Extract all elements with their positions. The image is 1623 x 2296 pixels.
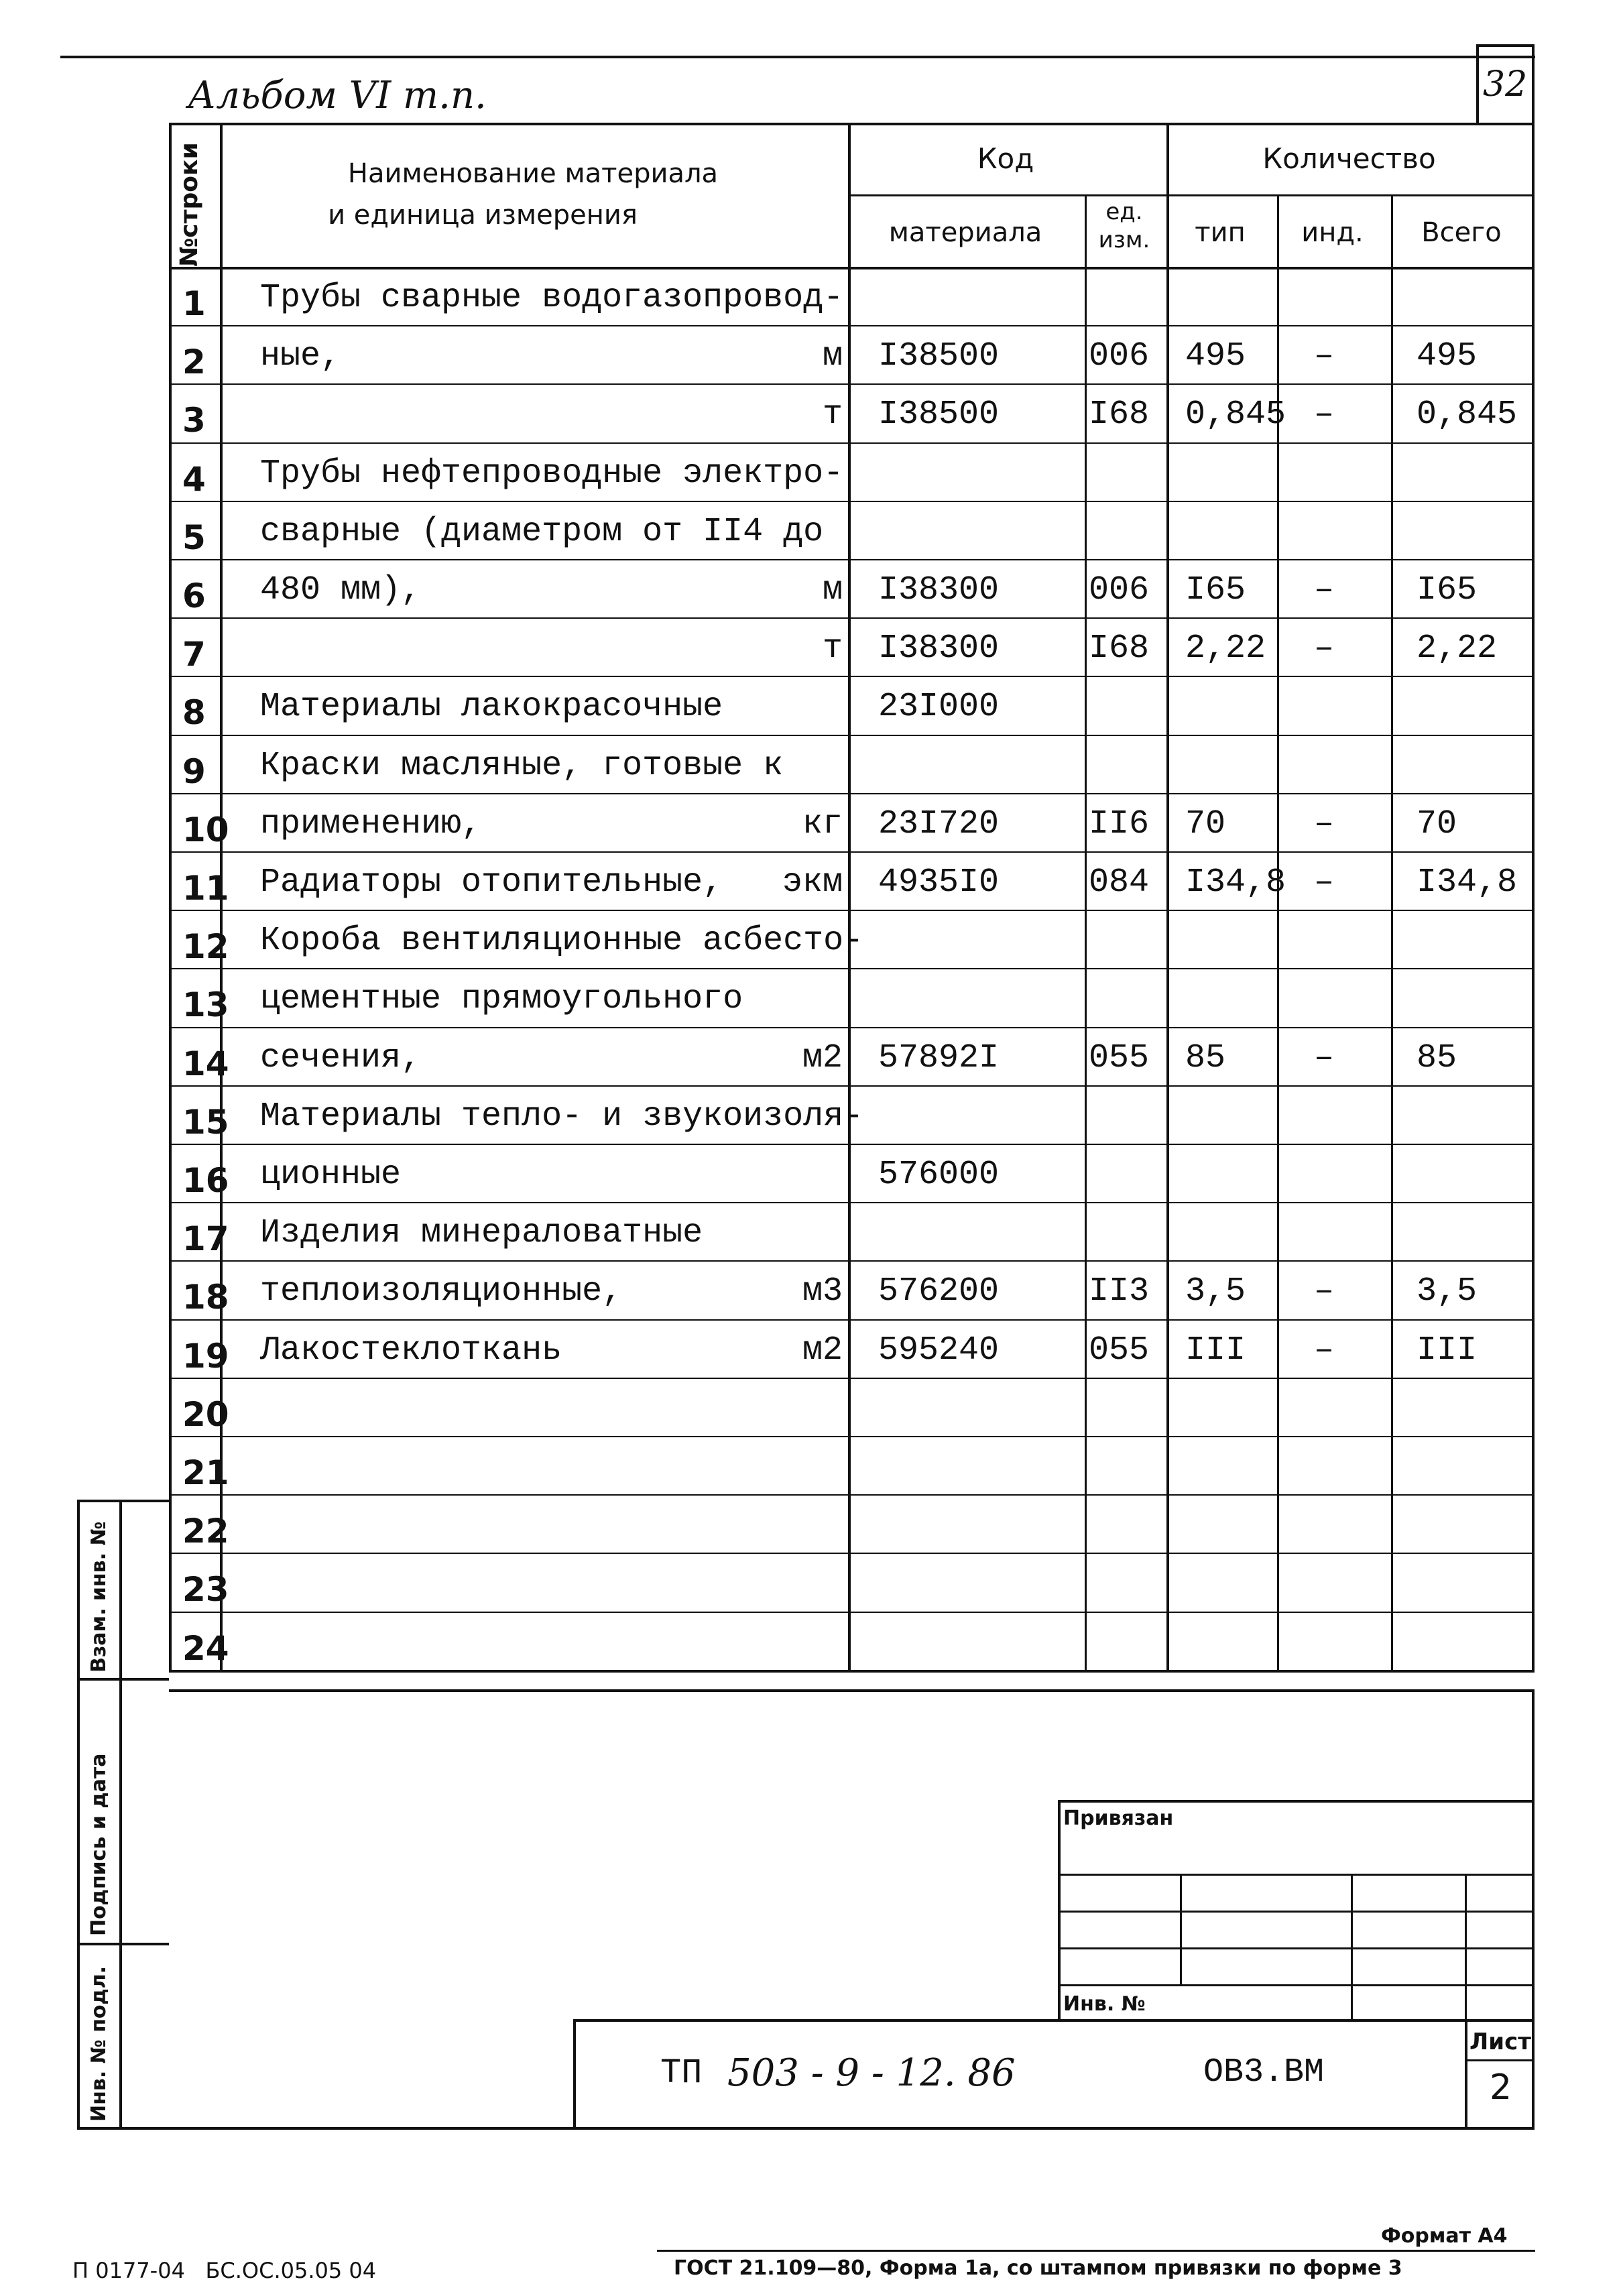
material-code: I38500 [878,396,1000,434]
qty-type: 495 [1185,337,1246,376]
header-unit-line2: изм. [1098,227,1150,253]
stamp-replace-inv: Взам. инв. № [87,1521,111,1673]
row-number: 12 [182,927,229,967]
row-number: 5 [182,518,206,557]
qty-type: 0,845 [1185,396,1286,434]
qty-ind: – [1314,571,1335,609]
qty-type: 3,5 [1185,1272,1246,1311]
unit-code: 006 [1089,337,1150,376]
qty-type: I65 [1185,571,1246,609]
unit-code: II6 [1089,804,1150,843]
material-name: Материалы тепло- и звукоизоля- [260,1097,864,1136]
qty-total: 3,5 [1417,1272,1478,1311]
qty-type: 70 [1185,804,1226,843]
qty-ind: – [1314,1331,1335,1370]
header-qty-ind: инд. [1301,217,1364,248]
qty-ind: – [1314,629,1335,668]
row-number: 20 [182,1394,229,1434]
row-number: 15 [182,1102,229,1142]
row-number: 16 [182,1161,229,1200]
header-quantity: Количество [1262,142,1436,175]
sheet-label: Лист [1469,2029,1531,2055]
qty-type: I34,8 [1185,863,1286,902]
material-name: Лакостеклоткань [260,1331,562,1370]
material-name: ционные [260,1156,402,1194]
material-code: I38500 [878,337,1000,376]
measure-unit: м [822,337,843,376]
unit-code: II3 [1089,1272,1150,1311]
material-name: Краски масляные, готовые к [260,746,784,785]
row-number: 18 [182,1278,229,1317]
qty-total: 0,845 [1417,396,1518,434]
linked-label: Привязан [1063,1807,1174,1830]
qty-total: III [1417,1331,1478,1370]
row-number: 17 [182,1219,229,1259]
material-name: Радиаторы отопительные, [260,863,723,902]
row-number: 13 [182,985,229,1025]
row-number: 10 [182,810,229,849]
qty-ind: – [1314,337,1335,376]
material-code: 576200 [878,1272,1000,1311]
qty-total: 2,22 [1417,629,1498,668]
measure-unit: экм [782,863,843,902]
qty-total: I34,8 [1417,863,1518,902]
material-code: I38300 [878,629,1000,668]
doc-mark: ОВ3.ВМ [1203,2053,1325,2092]
measure-unit: м2 [802,1038,843,1077]
footer-format: Формат А4 [1381,2224,1508,2248]
doc-code-prefix: ТП [660,2053,703,2093]
measure-unit: м2 [802,1331,843,1370]
doc-code-number: 503 - 9 - 12. 86 [727,2051,1016,2095]
material-name: Трубы сварные водогазопровод- [260,279,844,317]
qty-ind: – [1314,396,1335,434]
header-unit-line1: ед. [1105,198,1143,225]
material-name: цементные прямоугольного [260,980,743,1019]
footer-left-code: П 0177-04 БС.ОС.05.05 04 [72,2258,377,2283]
material-name: теплоизоляционные, [260,1272,623,1311]
row-number: 7 [182,635,206,674]
material-name: 480 мм), [260,571,422,609]
measure-unit: м3 [802,1272,843,1311]
material-code: 4935I0 [878,863,1000,902]
qty-ind: – [1314,1038,1335,1077]
header-row-number: №строки [176,142,203,267]
material-code: 576000 [878,1156,1000,1194]
material-name: применению, [260,804,482,843]
row-number: 4 [182,459,206,499]
row-number: 8 [182,693,206,733]
material-name: сварные (диаметром от II4 до [260,512,824,551]
row-number: 24 [182,1628,229,1668]
measure-unit: кг [802,804,843,843]
header-code: Код [977,142,1034,175]
material-code: 23I000 [878,688,1000,727]
row-number: 9 [182,751,206,791]
material-name: сечения, [260,1038,422,1077]
measure-unit: м [822,571,843,609]
qty-total: 495 [1417,337,1478,376]
sheet-number: 2 [1490,2067,1512,2108]
qty-ind: – [1314,1272,1335,1311]
unit-code: I68 [1089,629,1150,668]
qty-total: 85 [1417,1038,1457,1077]
album-note: Альбом VI т.п. [188,74,487,117]
row-number: 3 [182,401,206,440]
row-number: 6 [182,577,206,615]
material-code: 57892I [878,1038,1000,1077]
row-number: 19 [182,1336,229,1376]
footer-gost: ГОСТ 21.109—80, Форма 1а, со штампом привязки по форме 3 [674,2256,1402,2280]
measure-unit: т [822,629,843,668]
qty-type: 85 [1185,1038,1226,1077]
row-number: 2 [182,343,206,382]
unit-code: 006 [1089,571,1150,609]
material-code: I38300 [878,571,1000,609]
unit-code: 084 [1089,863,1150,902]
qty-ind: – [1314,804,1335,843]
row-number: 22 [182,1512,229,1551]
page-number: 32 [1483,64,1528,105]
material-name: Трубы нефтепроводные электро- [260,454,844,493]
header-code-material: материала [888,217,1042,248]
material-name: Изделия минераловатные [260,1214,703,1253]
material-code: 23I720 [878,804,1000,843]
header-qty-type: тип [1195,217,1246,248]
qty-type: III [1185,1331,1246,1370]
stamp-inv-orig: Инв. № подл. [87,1966,111,2122]
material-name: ные, [260,337,341,376]
unit-code: 055 [1089,1331,1150,1370]
header-name-line1: Наименование материала [347,158,719,189]
row-number: 21 [182,1453,229,1492]
qty-ind: – [1314,863,1335,902]
unit-code: I68 [1089,396,1150,434]
material-code: 595240 [878,1331,1000,1370]
qty-total: I65 [1417,571,1478,609]
inv-no-label: Инв. № [1063,1992,1146,2016]
row-number: 14 [182,1044,229,1083]
qty-type: 2,22 [1185,629,1266,668]
material-name: Короба вентиляционные асбесто- [260,922,864,961]
row-number: 11 [182,869,229,908]
row-number: 1 [182,284,206,323]
qty-total: 70 [1417,804,1457,843]
header-qty-total: Всего [1421,217,1502,248]
row-number: 23 [182,1570,229,1610]
header-name-line2: и единица измерения [328,200,638,231]
measure-unit: т [822,396,843,434]
material-name: Материалы лакокрасочные [260,688,723,727]
stamp-sign-date: Подпись и дата [87,1753,111,1936]
unit-code: 055 [1089,1038,1150,1077]
